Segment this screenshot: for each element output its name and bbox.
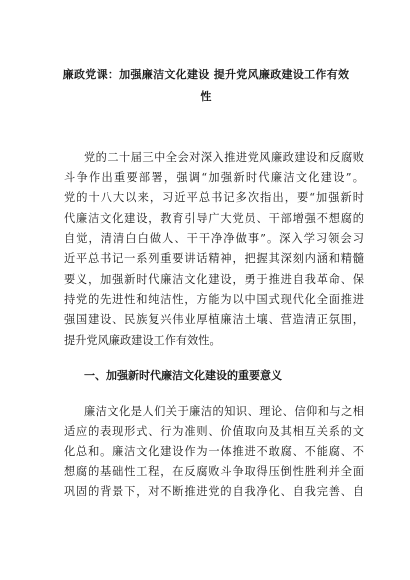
paragraph-line: 要义，加强新时代廉洁文化建设，勇于推进自我革命、保 bbox=[64, 273, 364, 286]
paragraph-line: 强国建设、民族复兴伟业厚植廉洁土壤、营造清正氛围， bbox=[64, 313, 364, 326]
paragraph-line: 代廉洁文化建设，教育引导广大党员、干部增强不想腐的 bbox=[64, 212, 364, 225]
paragraph-line: 持党的先进性和纯洁性，方能为以中国式现代化全面推进 bbox=[64, 293, 364, 306]
paragraph-line: 化总和。廉洁文化建设作为一体推进不敢腐、不能腐、不 bbox=[64, 445, 364, 458]
paragraph-line: 想腐的基础性工程，在反腐败斗争取得压倒性胜利并全面 bbox=[64, 465, 364, 478]
paragraph-line: 提升党风廉政建设工作有效性。 bbox=[64, 334, 221, 347]
paragraph-line: 廉洁文化是人们关于廉洁的知识、理论、信仰和与之相 bbox=[84, 405, 364, 418]
paragraph-line: 斗争作出重要部署，强调“加强新时代廉洁文化建设”。 bbox=[64, 171, 364, 184]
paragraph-line: 自觉，清清白白做人、干干净净做事”。深入学习领会习 bbox=[64, 232, 364, 245]
title-line-1: 廉政党课：加强廉洁文化建设 提升党风廉政建设工作有效 bbox=[62, 68, 350, 81]
paragraph-line: 巩固的背景下，对不断推进党的自我净化、自我完善、自 bbox=[64, 485, 364, 498]
paragraph-line: 近平总书记一系列重要讲话精神，把握其深刻内涵和精髓 bbox=[64, 252, 364, 265]
paragraph-line: 适应的表现形式、行为准则、价值取向及其相互关系的文 bbox=[64, 425, 364, 438]
paragraph-line: 党的十八大以来，习近平总书记多次指出，要“加强新时 bbox=[64, 191, 364, 204]
title-line-2: 性 bbox=[200, 90, 212, 103]
paragraph-line: 党的二十届三中全会对深入推进党风廉政建设和反腐败 bbox=[84, 151, 364, 164]
document-title bbox=[56, 64, 356, 108]
section-heading: 一、加强新时代廉洁文化建设的重要意义 bbox=[84, 369, 282, 382]
